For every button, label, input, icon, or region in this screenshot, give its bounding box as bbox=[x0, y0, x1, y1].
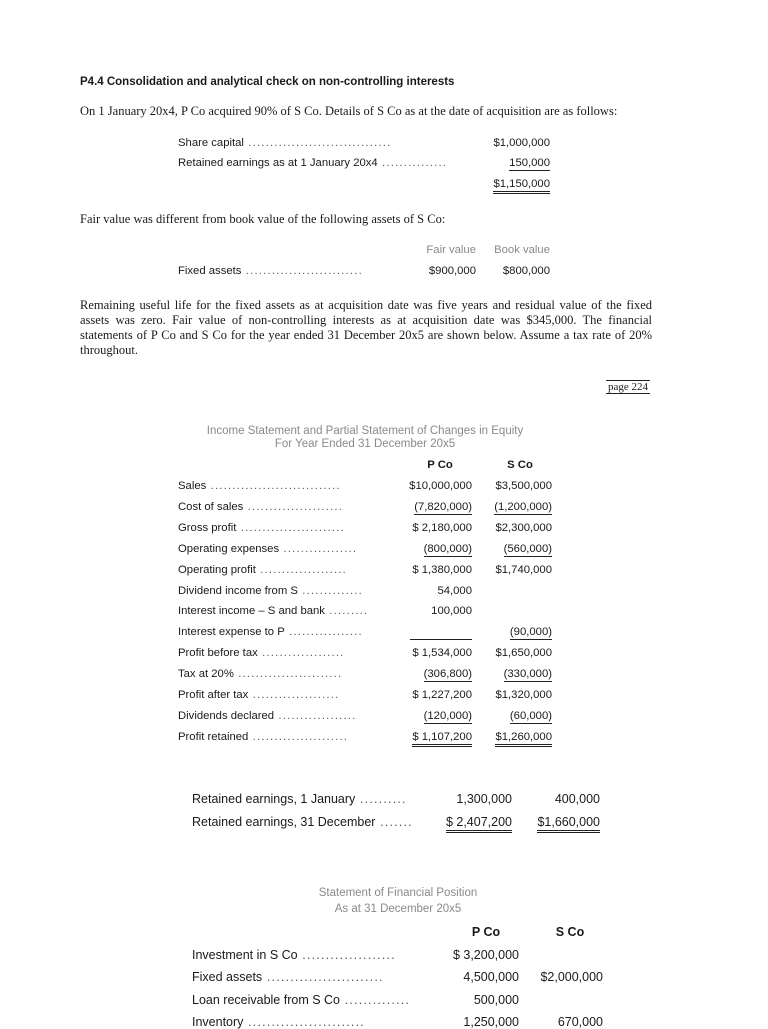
is-row-p-value: $ 1,380,000 bbox=[412, 563, 472, 576]
is-row-label: Tax at 20% ........................ bbox=[178, 668, 343, 681]
col-fair-value: Fair value bbox=[426, 244, 476, 256]
is-row-p-value: (306,800) bbox=[423, 668, 472, 681]
col-book-value: Book value bbox=[494, 244, 550, 256]
problem-title: P4.4 Consolidation and analytical check on non-controlling interests bbox=[80, 76, 455, 88]
sfp-row-label: Loan receivable from S Co .............. bbox=[192, 992, 411, 1007]
is-row-label: Operating expenses ................. bbox=[178, 542, 358, 555]
acq-value-share-capital: $1,000,000 bbox=[493, 137, 550, 149]
fv-label-fixed-assets: Fixed assets ........................... bbox=[178, 265, 363, 277]
is-row-s-value: (60,000) bbox=[509, 709, 552, 722]
is-row-p-value: 54,000 bbox=[437, 584, 472, 597]
is-row-s-value: $1,260,000 bbox=[495, 731, 552, 747]
is-row-label: Dividends declared .................. bbox=[178, 709, 357, 722]
is-row-label: Interest income – S and bank ......... bbox=[178, 605, 369, 618]
sfp-row-p-value: 500,000 bbox=[473, 992, 519, 1007]
is-col-p: P Co bbox=[427, 459, 453, 471]
sfp-row-s-value: 670,000 bbox=[557, 1014, 603, 1029]
is-row-s-value: $2,300,000 bbox=[495, 521, 552, 534]
is-row-p-value: $ 1,534,000 bbox=[412, 647, 472, 660]
re-label-dec: Retained earnings, 31 December ....... bbox=[192, 815, 413, 829]
sfp-row-s-value: $2,000,000 bbox=[540, 970, 603, 985]
is-row-p-value bbox=[410, 626, 472, 640]
is-row-p-value: $ 2,180,000 bbox=[412, 521, 472, 534]
is-row-s-value: (560,000) bbox=[503, 542, 552, 555]
sfp-row-label: Inventory ......................... bbox=[192, 1014, 365, 1029]
is-row-label: Operating profit .................... bbox=[178, 563, 347, 576]
re-dec-p: $ 2,407,200 bbox=[446, 815, 512, 833]
intro-paragraph: On 1 January 20x4, P Co acquired 90% of S Co. Details of S Co as at the date of acquisition are as follows: bbox=[80, 104, 618, 118]
is-row-label: Gross profit ........................ bbox=[178, 521, 345, 534]
sfp-row-p-value: 1,250,000 bbox=[463, 1014, 519, 1029]
is-row-label: Profit retained ...................... bbox=[178, 730, 349, 743]
is-col-s: S Co bbox=[507, 459, 533, 471]
is-row-s-value: (90,000) bbox=[509, 626, 552, 639]
is-row-s-value: $3,500,000 bbox=[495, 480, 552, 492]
re-dec-s: $1,660,000 bbox=[537, 815, 600, 833]
sfp-subtitle: As at 31 December 20x5 bbox=[334, 903, 462, 915]
is-row-p-value: 100,000 bbox=[431, 605, 472, 618]
re-label-jan: Retained earnings, 1 January .......... bbox=[192, 792, 407, 806]
sfp-col-s: S Co bbox=[555, 925, 585, 939]
is-row-p-value: $10,000,000 bbox=[409, 480, 472, 492]
remaining-paragraph: Remaining useful life for the fixed assets as at acquisition date was five years and residual value of the fixed assets was zero. Fair value of non-controlling interests as at acquisition date was $345,000. The financial statements of P Co and S Co for the year ended 31 December 20x5 are shown below. Assume a tax rate of 20% throughout. bbox=[80, 298, 652, 357]
is-row-label: Interest expense to P ................. bbox=[178, 626, 363, 639]
is-row-p-value: $ 1,107,200 bbox=[412, 731, 472, 747]
re-jan-s: 400,000 bbox=[554, 792, 600, 806]
is-row-s-value: (330,000) bbox=[503, 668, 552, 681]
re-jan-p: 1,300,000 bbox=[456, 792, 512, 806]
acq-total: $1,150,000 bbox=[493, 178, 550, 194]
is-row-s-value: $1,320,000 bbox=[495, 689, 552, 701]
is-row-s-value: (1,200,000) bbox=[494, 500, 552, 513]
fv-book-value: $800,000 bbox=[502, 265, 550, 277]
is-row-label: Profit before tax ................... bbox=[178, 647, 345, 660]
is-row-label: Cost of sales ...................... bbox=[178, 500, 344, 513]
sfp-row-label: Investment in S Co .................... bbox=[192, 948, 396, 962]
is-row-s-value: $1,650,000 bbox=[495, 647, 552, 660]
is-row-s-value: $1,740,000 bbox=[495, 563, 552, 576]
is-row-label: Profit after tax .................... bbox=[178, 689, 340, 701]
is-title: Income Statement and Partial Statement of Changes in Equity bbox=[206, 425, 524, 437]
sfp-row-p-value: 4,500,000 bbox=[463, 970, 519, 985]
is-row-p-value: (7,820,000) bbox=[414, 500, 472, 513]
is-row-p-value: (120,000) bbox=[423, 709, 472, 722]
fair-value-intro: Fair value was different from book value of the following assets of S Co: bbox=[80, 212, 446, 226]
is-row-p-value: $ 1,227,200 bbox=[412, 689, 472, 701]
acq-label-retained: Retained earnings as at 1 January 20x4 ............... bbox=[178, 157, 448, 169]
is-row-label: Dividend income from S .............. bbox=[178, 584, 364, 597]
sfp-row-label: Fixed assets ......................... bbox=[192, 970, 384, 985]
acq-label-share-capital: Share capital ................................. bbox=[178, 137, 392, 149]
is-subtitle: For Year Ended 31 December 20x5 bbox=[274, 438, 456, 450]
page-reference: page 224 bbox=[607, 381, 648, 393]
is-row-label: Sales .............................. bbox=[178, 480, 341, 492]
fv-fair-value: $900,000 bbox=[428, 265, 476, 277]
is-row-p-value: (800,000) bbox=[423, 542, 472, 555]
sfp-title: Statement of Financial Position bbox=[318, 887, 478, 899]
acq-value-retained: 150,000 bbox=[509, 157, 550, 169]
sfp-col-p: P Co bbox=[471, 925, 501, 939]
sfp-row-p-value: $ 3,200,000 bbox=[452, 948, 519, 962]
